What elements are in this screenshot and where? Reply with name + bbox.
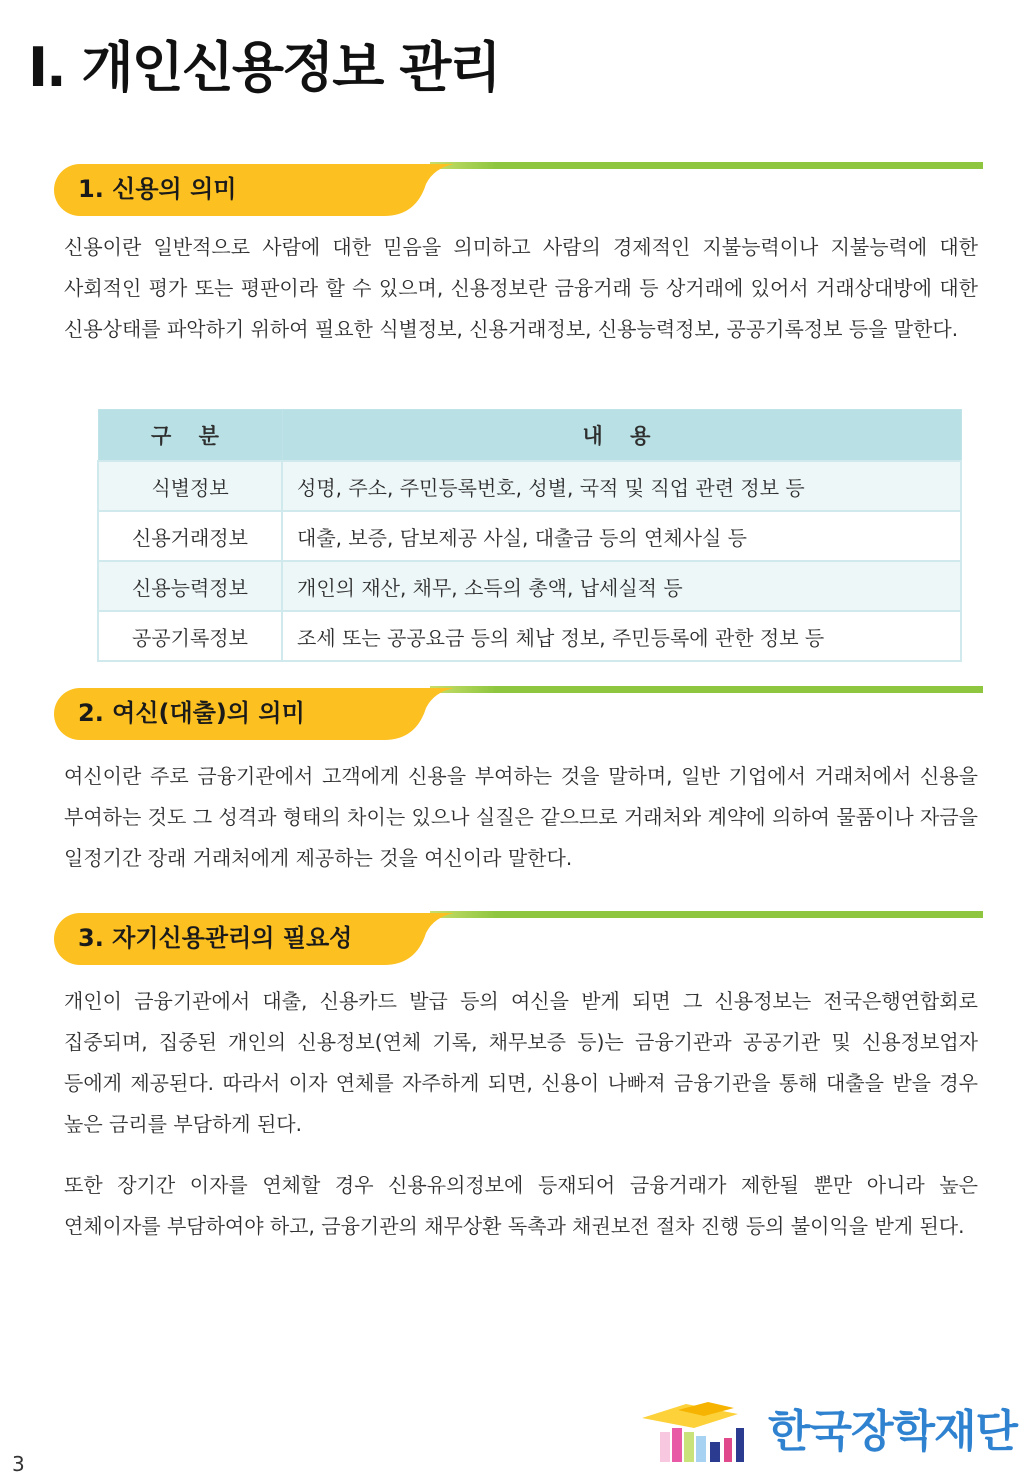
table-row <box>98 561 961 611</box>
section-paragraph: 신용이란 일반적으로 사람에 대한 믿음을 의미하고 사람의 경제적인 지불능력이나 지불능력에 대한 사회적인 평가 또는 평판이라 할 수 있으며, 신용정보란 금융거래 등 상거래에 있어서 거래상대방에 대한 신용상태를 파악하기 위하여 필요한 식별정보, 신용거래정보, 신용능력정보, 공공기록정보 등을 말한다. <box>64 235 978 341</box>
section-paragraph: 여신이란 주로 금융기관에서 고객에게 신용을 부여하는 것을 말하며, 일반 기업에서 거래처에서 신용을 부여하는 것도 그 성격과 형태의 차이는 있으나 실질은 같으므로 거래처와 계약에 의하여 물품이나 자금을 일정기간 장래 거래처에게 제공하는 것을 여신이라 말한다. <box>64 764 978 870</box>
section-title: 3. 자기신용관리의 필요성 <box>78 924 353 952</box>
section-paragraph: 또한 장기간 이자를 연체할 경우 신용유의정보에 등재되어 금융거래가 제한될 뿐만 아니라 높은 연체이자를 부담하여야 하고, 금융기관의 채무상환 독촉과 채권보전 절차 진행 등의 불이익을 받게 된다. <box>64 1173 978 1238</box>
section-self-credit-management <box>0 911 1024 965</box>
logo-text: 한국장학재단 <box>768 1406 1018 1457</box>
table-header-content: 내 용 <box>282 410 961 462</box>
table-header-row <box>98 410 961 462</box>
section-credit-meaning <box>0 162 1024 216</box>
section-loan-meaning <box>0 686 1024 740</box>
table-header-category: 구 분 <box>98 410 282 462</box>
section-header-line <box>430 686 983 693</box>
table-cell-category: 신용거래정보 <box>98 511 282 561</box>
table-cell-category: 공공기록정보 <box>98 611 282 661</box>
page-title: I. 개인신용정보 관리 <box>28 36 500 99</box>
section-header <box>0 162 1024 216</box>
credit-info-table <box>97 409 962 662</box>
table-row <box>98 611 961 661</box>
table-cell-category: 식별정보 <box>98 461 282 511</box>
table-cell-category: 신용능력정보 <box>98 561 282 611</box>
table-cell-content: 조세 또는 공공요금 등의 체납 정보, 주민등록에 관한 정보 등 <box>282 611 961 661</box>
table-row <box>98 511 961 561</box>
kosaf-logo-icon <box>638 1398 768 1468</box>
section-header <box>0 686 1024 740</box>
section-header-line <box>430 911 983 918</box>
section-header-line <box>430 162 983 169</box>
section-title: 1. 신용의 의미 <box>78 175 237 203</box>
table-row <box>98 461 961 511</box>
table-cell-content: 개인의 재산, 채무, 소득의 총액, 납세실적 등 <box>282 561 961 611</box>
page-number: 3 <box>12 1452 25 1476</box>
section-paragraph: 개인이 금융기관에서 대출, 신용카드 발급 등의 여신을 받게 되면 그 신용정보는 전국은행연합회로 집중되며, 집중된 개인의 신용정보(연체 기록, 채무보증 등)는 금융기관과 공공기관 및 신용정보업자 등에게 제공된다. 따라서 이자 연체를 자주하게 되면, 신용이 나빠져 금융기관을 통해 대출을 받을 경우 높은 금리를 부담하게 된다. <box>64 989 978 1136</box>
section-header <box>0 911 1024 965</box>
table-cell-content: 성명, 주소, 주민등록번호, 성별, 국적 및 직업 관련 정보 등 <box>282 461 961 511</box>
section-title: 2. 여신(대출)의 의미 <box>78 699 305 727</box>
table-cell-content: 대출, 보증, 담보제공 사실, 대출금 등의 연체사실 등 <box>282 511 961 561</box>
